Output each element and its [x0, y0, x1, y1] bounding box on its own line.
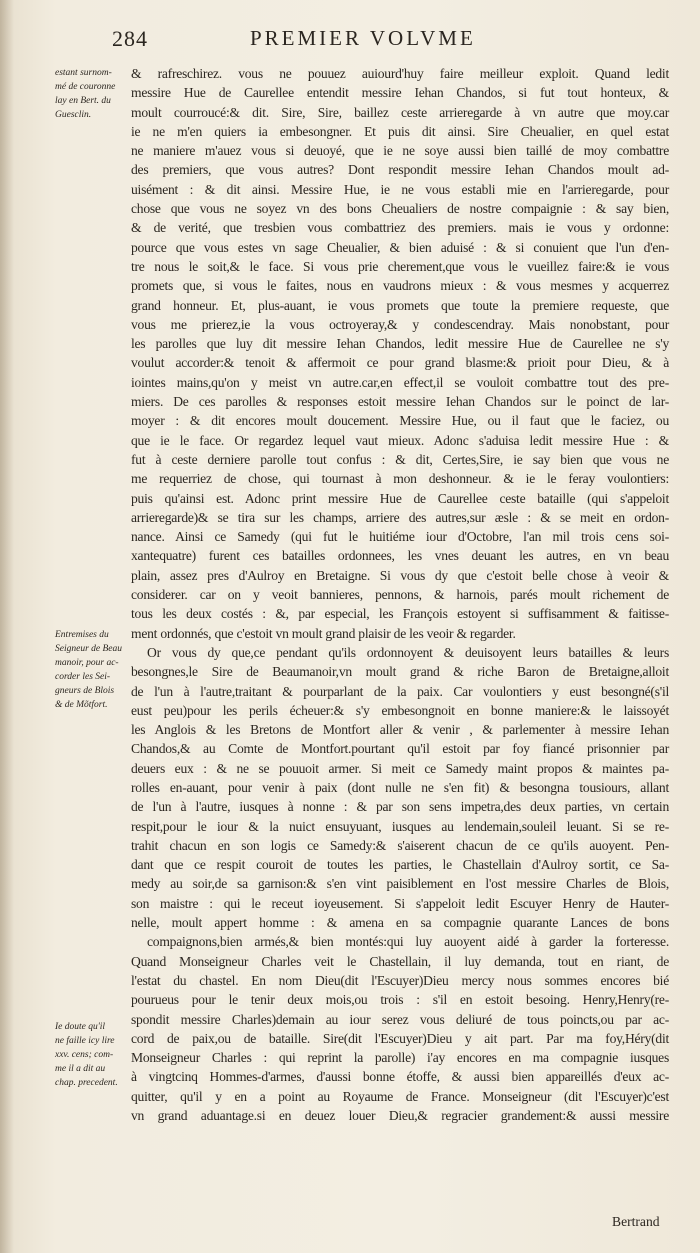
margin-note-line: corder les Sei-: [55, 672, 111, 682]
text-line: uisément : & dit ainsi. Messire Hue, ie ne vous establi mie en l'arrieregarde, pour: [131, 181, 669, 197]
text-line: nance. Ainsi ce Samedy (qui fut le huitiéme iour d'Octobre, l'an mil trois cens soi-: [131, 529, 669, 545]
text-line: puis qu'ainsi est. Adonc print messire Hue de Caurellee ceste bataille (qui s'appeloit: [131, 490, 669, 506]
margin-note-line: & de Mõtfort.: [55, 700, 108, 710]
text-line: tous les deux costés : &, par especial, les François estoyent si suffisamment & faitisse-: [131, 606, 669, 622]
text-line: tre nous le soit,& le face. Si vous prie cherement,que vous le vueillez faire:& ie vous: [131, 258, 669, 274]
text-line: xantequatre) furent ces batailles ordonnees, les vnes deuant les autres, en vn beau: [131, 548, 669, 564]
text-line: les parolles que luy dit messire Iehan Chandos, ledit messire Hue de Caurellee ne s'y: [131, 336, 669, 352]
text-line: ment ordonnés, que c'estoit vn moult grand plaisir de les veoir & regarder.: [131, 625, 516, 641]
text-line: trahit chacun en son logis ce Samedy:& s'aiserent chacun de ce qu'ils auoyent. Pen-: [131, 837, 669, 853]
margin-note-line: me il a dit au: [55, 1064, 106, 1074]
text-line: Monseigneur Charles : qui reprint la parolle) i'ay encores en ma compagnie iusques: [131, 1050, 669, 1066]
text-line: eust peu)pour les perils écheuer:& s'y embesongnoit en bonne maniere:& le laissoyét: [131, 702, 669, 718]
text-line: respit,pour le iour & la nuict ensuyuant, iusques au lendemain,souleil leuant. Si se re-: [131, 818, 669, 834]
text-line: besongnes,le Sire de Beaumanoir,vn moult grand & riche Baron de Bretaigne,alloit: [131, 664, 669, 680]
text-line: compaignons,bien armés,& bien montés:qui luy auoyent aidé à garder la forteresse.: [147, 934, 669, 950]
text-line: Quand Monseigneur Charles veit le Chastellain, il luy demanda, tout en riant, de: [131, 953, 669, 969]
text-line: arrieregarde)& se tira sur les champs, arriere des autres,sur æsle : & se meit en ordon-: [131, 509, 669, 525]
margin-note-2: [55, 628, 135, 712]
page-header: [0, 26, 700, 56]
catchword: Bertrand: [612, 1214, 660, 1229]
text-line: quitter, qu'il y en a point au Royaume de France. Monseigneur (dit l'Escuyer)c'est: [131, 1088, 669, 1104]
page-number: 284: [112, 26, 148, 51]
text-line: à vingtcinq Hommes-d'armes, d'aussi bonne étoffe, & aussi bien appareillés d'eux ac-: [131, 1069, 669, 1085]
main-text-column: [131, 64, 669, 1125]
text-line: ne maniere m'auez vous si deuoyé, que ie ne soye aussi bien taillé de moy combattre: [131, 143, 669, 159]
text-line: cord de paix,ou de bataille. Sire(dit l'Escuyer)Dieu y ait part. Par ma foy,Héry(dit: [131, 1030, 669, 1046]
text-line: grand honneur. Et, plus-auant, ie vous promets que toute la premiere requeste, que: [131, 297, 669, 313]
margin-note-line: lay en Bert. du: [55, 96, 111, 106]
margin-note-line: Seigneur de Beau: [55, 644, 123, 654]
text-line: & rafreschirez. vous ne pouuez auiourd'huy faire meilleur exploit. Quand ledit: [131, 66, 669, 81]
text-line: voulut accorder:& tenoit & affermoit ce pour grand blasme:& prioit pour Dieu, & à: [131, 355, 669, 371]
margin-note-line: Entremises du: [55, 630, 109, 640]
text-line: medy au soir,de sa garnison:& s'en vint paisiblement en l'ost messire Charles de Blois,: [131, 876, 669, 892]
text-line: considerer. car on y veoit bannieres, pennons, & harnois, parés moult richement de: [131, 587, 669, 603]
text-line: l'estat du chastel. En nom Dieu(dit l'Escuyer)Dieu mercy nous sommes encores bié: [131, 972, 669, 988]
text-line: deuers eux : & ne se pouuoit armer. Si meit ce Samedy maint propos & maintes pa-: [131, 760, 669, 776]
text-line: vn grand aduantage.si en deuez louer Dieu,& regracier grandement:& aussi messire: [131, 1108, 669, 1124]
margin-note-line: mé de couronne: [55, 82, 116, 92]
binding-shadow: [0, 0, 14, 1253]
text-line: les Anglois & les Bretons de Montfort aller & venir , & parlementer à messire Iehan: [131, 722, 669, 738]
text-line: promets que, si vous le faites, nous en vaudrons mieux : & vous mesmes y acquerrez: [131, 278, 669, 294]
margin-note-line: ne faille icy lire: [55, 1036, 115, 1046]
text-line: moyer : & dit encores moult doucement. Messire Hue, ou il faut que le faciez, ou: [131, 413, 669, 429]
text-line: chose que vous ne soyez vn des bons Cheualiers de nostre compaignie : & say bien,: [131, 201, 669, 217]
margin-note-line: xxv. cens; com-: [55, 1050, 114, 1060]
margin-note-line: manoir, pour ac-: [55, 658, 119, 668]
text-line: Chandos,& au Comte de Montfort.pourtant qu'il estoit par foy fiancé prisonnier par: [131, 741, 669, 757]
text-line: rolles en-auant, pour venir à paix (dont nulle ne s'en fit) & besongna tousiours, allant: [131, 779, 669, 795]
margin-note-line: gneurs de Blois: [55, 686, 115, 696]
text-line: pource que vous estes vn sage Cheualier, & bien aduisé : & si conuient que l'un d'en-: [131, 239, 669, 255]
text-line: spondit messire Charles)demain au iour serez vous deliuré de tous poincts,ou par ac-: [131, 1011, 669, 1027]
text-line: de l'un à l'autre,traitant & pourparlant de la paix. Car voulontiers y eust besongné(s'il: [131, 683, 669, 699]
text-line: miers. De ces parolles & responses estoit messire Iehan Chandos sur le poinct de lar-: [131, 394, 669, 410]
text-line: vous me prierez,ie la vous octroyeray,& y condescendray. Mais nonobstant, pour: [131, 316, 669, 332]
text-line: Or vous dy que,ce pendant qu'ils ordonnoyent & deuisoyent leurs batailles & leurs: [147, 644, 669, 660]
margin-note-1: [55, 66, 135, 122]
margin-note-line: chap. precedent.: [55, 1078, 118, 1088]
text-line: pourueus pour le tenir deux mois,ou trois : s'il en estoit besoing. Henry,Henry(re-: [131, 992, 669, 1008]
margin-note-3: [55, 1020, 135, 1090]
text-line: des premiers, que vous autres? Dont respondit messire Iehan Chandos moult ad-: [131, 162, 669, 178]
text-line: moult courroucé:& dit. Sire, Sire, baillez ceste arrieregarde à vn autre que moy.car: [131, 104, 669, 120]
text-line: dant que ce respit couroit de toutes les parties, le Chastellain d'Aulroy sortit, ce Sa-: [131, 857, 669, 873]
text-line: me requerriez de chose, qui tournast à mon deshonneur. & ie le feray voulontiers:: [131, 471, 669, 487]
margin-note-line: estant surnom-: [55, 68, 112, 78]
text-line: messire Hue de Caurellee entendit messire Iehan Chandos, si fut tout honteux, &: [131, 85, 669, 101]
margin-note-line: Ie doute qu'il: [55, 1022, 106, 1032]
text-line: fut à ceste derniere parolle tout confus : & dit, Certes,Sire, ie say bien que vous ne: [131, 451, 669, 467]
margin-note-line: Guesclin.: [55, 110, 92, 120]
text-line: que ie le face. Or regardez lequel vaut mieux. Adonc s'aduisa ledit messire Hue : &: [131, 432, 669, 448]
text-line: son maistre : qui le receut ioyeusement. Si s'appeloit ledit Escuyer Henry de Hauter-: [131, 895, 669, 911]
text-line: de l'un à l'autre, iusques à nonne : & par son sens impetra,des deux parties, vn certain: [131, 799, 669, 815]
text-line: iointes mains,qu'on y meist vn autre.car,en effect,il se vouloit combattre tout des pre-: [131, 374, 669, 390]
text-line: nelle, moult appert homme : & amena en sa compagnie quarante Lances de bons: [131, 915, 669, 931]
text-line: ie ne m'en quiers ia embesongner. Et puis dit ainsi. Sire Cheualier, en quel estat: [131, 123, 669, 139]
text-line: plain, assez pres d'Aulroy en Bretaigne. Si vous dy que c'estoit belle chose à veoir &: [131, 567, 669, 583]
text-line: & de verité, que tresbien vous combattriez des premiers. mais ie vous y ordonne:: [131, 220, 669, 236]
running-title: PREMIER VOLVME: [250, 26, 476, 50]
